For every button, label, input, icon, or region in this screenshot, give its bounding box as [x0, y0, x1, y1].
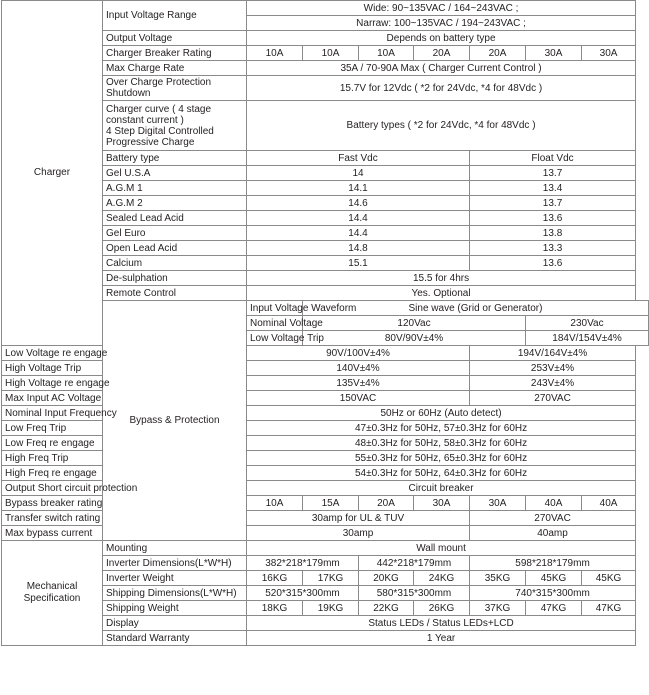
max-charge-rate-value: 35A / 70-90A Max ( Charger Current Control ) [247, 61, 636, 76]
shipping-dimensions-value: 740*315*300mm [470, 586, 636, 601]
battery-fast-value: 14.6 [247, 196, 470, 211]
battery-name: Open Lead Acid [103, 241, 247, 256]
over-charge-protection-value: 15.7V for 12Vdc ( *2 for 24Vdc, *4 for 48Vdc ) [247, 76, 636, 101]
bypass-param-value: 47±0.3Hz for 50Hz, 57±0.3Hz for 60Hz [247, 421, 636, 436]
charger-breaker-value: 10A [247, 46, 303, 61]
bypass-breaker-value: 10A [247, 496, 303, 511]
bypass-breaker-value: 40A [582, 496, 636, 511]
battery-fast-value: 14 [247, 166, 470, 181]
battery-float-value: 13.3 [470, 241, 636, 256]
battery-fast-value: 14.4 [247, 211, 470, 226]
display-value: Status LEDs / Status LEDs+LCD [247, 616, 636, 631]
section-charger: Charger [2, 1, 103, 346]
shipping-dimensions-value: 520*315*300mm [247, 586, 359, 601]
charger-breaker-value: 10A [303, 46, 359, 61]
max-charge-rate-label: Max Charge Rate [103, 61, 247, 76]
charger-breaker-value: 30A [526, 46, 582, 61]
inverter-weight-label: Inverter Weight [103, 571, 247, 586]
bypass-param-value-230v: 194V/164V±4% [470, 346, 636, 361]
charger-breaker-value: 20A [470, 46, 526, 61]
bypass-breaker-value: 20A [359, 496, 414, 511]
bypass-param-label: High Voltage re engage [2, 376, 103, 391]
display-label: Display [103, 616, 247, 631]
bypass-param-label: Low Freq re engage [2, 436, 103, 451]
bypass-param-value-120v: 120Vac [303, 316, 526, 331]
bypass-param-value-230v: 253V±4% [470, 361, 636, 376]
warranty-value: 1 Year [247, 631, 636, 646]
battery-fast-value: 14.1 [247, 181, 470, 196]
bypass-param-label: High Freq re engage [2, 466, 103, 481]
transfer-switch-value-a: 30amp for UL & TUV [247, 511, 470, 526]
bypass-breaker-value: 30A [470, 496, 526, 511]
bypass-breaker-value: 30A [414, 496, 470, 511]
over-charge-protection-label: Over Charge Protection Shutdown [103, 76, 247, 101]
bypass-param-label: High Voltage Trip [2, 361, 103, 376]
battery-name: A.G.M 1 [103, 181, 247, 196]
inverter-weight-value: 24KG [414, 571, 470, 586]
battery-name: A.G.M 2 [103, 196, 247, 211]
bypass-param-label: Output Short circuit protection [2, 481, 103, 496]
shipping-weight-label: Shipping Weight [103, 601, 247, 616]
desulphation-label: De-sulphation [103, 271, 247, 286]
remote-control-label: Remote Control [103, 286, 247, 301]
output-voltage-value: Depends on battery type [247, 31, 636, 46]
bypass-param-value: Circuit breaker [247, 481, 636, 496]
inverter-weight-value: 20KG [359, 571, 414, 586]
charger-breaker-value: 10A [359, 46, 414, 61]
battery-type-float-header: Float Vdc [470, 151, 636, 166]
bypass-param-value-230v: 243V±4% [470, 376, 636, 391]
bypass-breaker-value: 40A [526, 496, 582, 511]
desulphation-value: 15.5 for 4hrs [247, 271, 636, 286]
inverter-weight-value: 45KG [582, 571, 636, 586]
bypass-param-label: Nominal Input Frequency [2, 406, 103, 421]
charger-curve-value: Battery types ( *2 for 24Vdc, *4 for 48Vdc ) [247, 101, 636, 151]
bypass-param-value: 54±0.3Hz for 50Hz, 64±0.3Hz for 60Hz [247, 466, 636, 481]
battery-float-value: 13.6 [470, 256, 636, 271]
inverter-weight-value: 17KG [303, 571, 359, 586]
battery-fast-value: 14.4 [247, 226, 470, 241]
max-bypass-current-value-a: 30amp [247, 526, 470, 541]
bypass-param-value-120v: 135V±4% [247, 376, 470, 391]
battery-name: Gel Euro [103, 226, 247, 241]
charger-curve-label-line2: 4 Step Digital Controlled Progressive Charge [106, 125, 214, 148]
bypass-breaker-label: Bypass breaker rating [2, 496, 103, 511]
battery-float-value: 13.4 [470, 181, 636, 196]
shipping-weight-value: 47KG [526, 601, 582, 616]
spec-table [1, 0, 649, 646]
bypass-param-value-230v: 270VAC [470, 391, 636, 406]
shipping-weight-value: 37KG [470, 601, 526, 616]
max-bypass-current-label: Max bypass current [2, 526, 103, 541]
bypass-param-value-120v: 150VAC [247, 391, 470, 406]
charger-breaker-value: 20A [414, 46, 470, 61]
battery-fast-value: 15.1 [247, 256, 470, 271]
shipping-weight-value: 18KG [247, 601, 303, 616]
remote-control-value: Yes. Optional [247, 286, 636, 301]
battery-type-label: Battery type [103, 151, 247, 166]
input-voltage-range-wide: Wide: 90~135VAC / 164~243VAC ; [247, 1, 636, 16]
battery-name: Calcium [103, 256, 247, 271]
inverter-dimensions-value: 598*218*179mm [470, 556, 636, 571]
battery-fast-value: 14.8 [247, 241, 470, 256]
mounting-label: Mounting [103, 541, 247, 556]
input-voltage-range-narrow: Narraw: 100~135VAC / 194~243VAC ; [247, 16, 636, 31]
shipping-weight-value: 47KG [582, 601, 636, 616]
bypass-param-value: 48±0.3Hz for 50Hz, 58±0.3Hz for 60Hz [247, 436, 636, 451]
battery-name: Sealed Lead Acid [103, 211, 247, 226]
charger-curve-label [103, 101, 247, 151]
bypass-param-value-230v: 184V/154V±4% [526, 331, 649, 346]
bypass-param-label: Nominal Voltage [247, 316, 303, 331]
inverter-weight-value: 45KG [526, 571, 582, 586]
transfer-switch-value-b: 270VAC [470, 511, 636, 526]
bypass-param-label: High Freq Trip [2, 451, 103, 466]
mounting-value: Wall mount [247, 541, 636, 556]
input-waveform-value: Sine wave (Grid or Generator) [303, 301, 649, 316]
battery-float-value: 13.7 [470, 166, 636, 181]
shipping-weight-value: 19KG [303, 601, 359, 616]
bypass-breaker-value: 15A [303, 496, 359, 511]
shipping-weight-value: 22KG [359, 601, 414, 616]
shipping-dimensions-value: 580*315*300mm [359, 586, 470, 601]
charger-breaker-label: Charger Breaker Rating [103, 46, 247, 61]
charger-breaker-value: 30A [582, 46, 636, 61]
shipping-weight-value: 26KG [414, 601, 470, 616]
section-mechanical: Mechanical Specification [2, 541, 103, 646]
inverter-dimensions-value: 382*218*179mm [247, 556, 359, 571]
inverter-weight-value: 35KG [470, 571, 526, 586]
warranty-label: Standard Warranty [103, 631, 247, 646]
section-bypass-protection: Bypass & Protection [103, 301, 247, 541]
bypass-param-label: Low Voltage re engage [2, 346, 103, 361]
battery-name: Gel U.S.A [103, 166, 247, 181]
input-voltage-range-label: Input Voltage Range [103, 1, 247, 31]
bypass-param-value-120v: 90V/100V±4% [247, 346, 470, 361]
max-bypass-current-value-b: 40amp [470, 526, 636, 541]
bypass-param-value-120v: 140V±4% [247, 361, 470, 376]
battery-float-value: 13.6 [470, 211, 636, 226]
bypass-param-value: 55±0.3Hz for 50Hz, 65±0.3Hz for 60Hz [247, 451, 636, 466]
shipping-dimensions-label: Shipping Dimensions(L*W*H) [103, 586, 247, 601]
charger-curve-label-line1: Charger curve ( 4 stage constant current ) [106, 103, 212, 126]
battery-float-value: 13.8 [470, 226, 636, 241]
inverter-weight-value: 16KG [247, 571, 303, 586]
bypass-param-label: Low Freq Trip [2, 421, 103, 436]
transfer-switch-label: Transfer switch rating [2, 511, 103, 526]
battery-type-fast-header: Fast Vdc [247, 151, 470, 166]
bypass-param-value: 50Hz or 60Hz (Auto detect) [247, 406, 636, 421]
bypass-param-value-230v: 230Vac [526, 316, 649, 331]
inverter-dimensions-label: Inverter Dimensions(L*W*H) [103, 556, 247, 571]
output-voltage-label: Output Voltage [103, 31, 247, 46]
bypass-param-label: Low Voltage Trip [247, 331, 303, 346]
inverter-dimensions-value: 442*218*179mm [359, 556, 470, 571]
input-waveform-label: Input Voltage Waveform [247, 301, 303, 316]
battery-float-value: 13.7 [470, 196, 636, 211]
bypass-param-label: Max Input AC Voltage [2, 391, 103, 406]
bypass-param-value-120v: 80V/90V±4% [303, 331, 526, 346]
